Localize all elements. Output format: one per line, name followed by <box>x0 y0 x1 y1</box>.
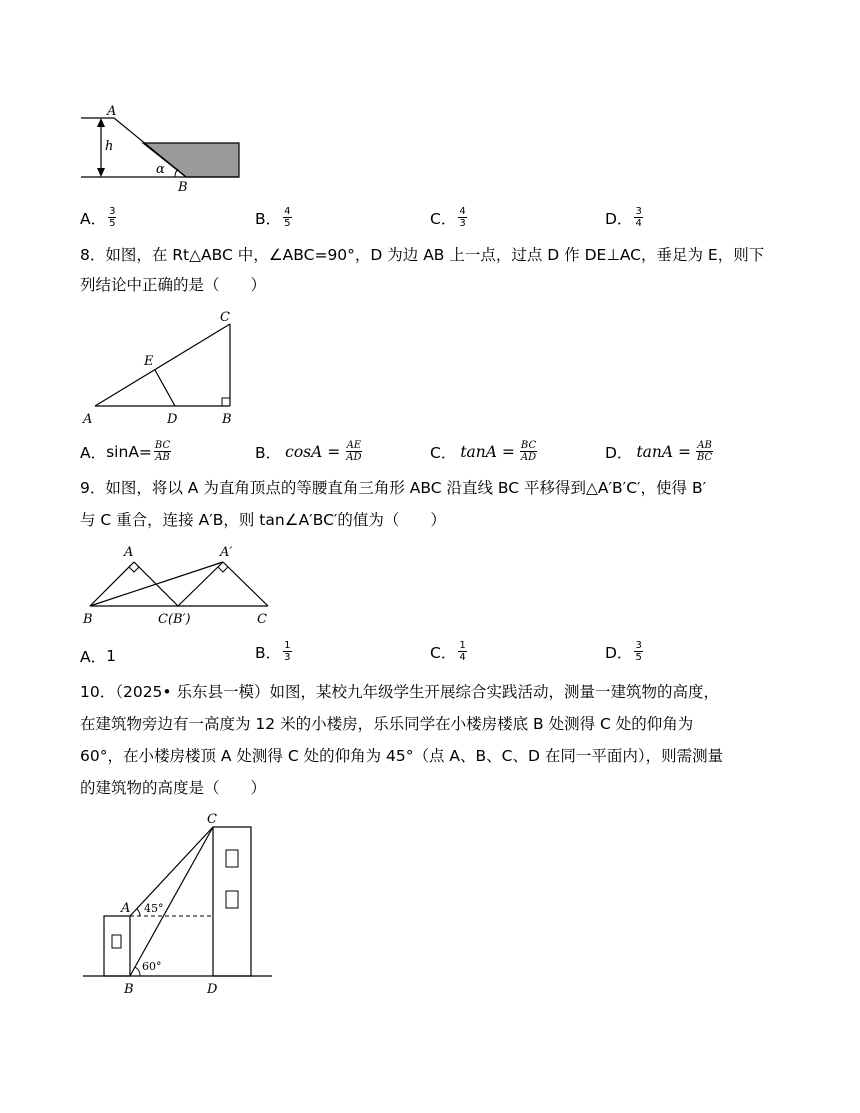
q9-option-c-letter: C． <box>430 643 457 662</box>
q8-label-b: B <box>222 412 232 427</box>
q10-label-60: 60° <box>142 960 162 973</box>
q8-option-a-letter: A． <box>80 443 107 462</box>
q9-option-b-num: 1 <box>284 640 291 651</box>
q7-arrow-up <box>97 118 105 127</box>
q7-option-d[interactable] <box>605 206 643 229</box>
q9-option-d-den: 5 <box>635 652 642 663</box>
q9-option-c-num: 1 <box>459 640 466 651</box>
q9-option-a-value: 1 <box>106 647 116 665</box>
q7-option-a[interactable] <box>80 206 116 229</box>
q7-option-b-num: 4 <box>284 206 291 217</box>
q8-option-c[interactable] <box>430 440 537 463</box>
q8-option-c-lhs: tanA = <box>460 442 515 461</box>
q9-text-line2: 与 C 重合，连接 A′B，则 tan∠A′BC′的值为（ ） <box>80 511 446 529</box>
q10-text-line4: 的建筑物的高度是（ ） <box>80 779 267 797</box>
q9-option-b-letter: B． <box>255 643 282 662</box>
q10-sight-line-bc <box>130 827 213 976</box>
q9-figure <box>78 540 278 630</box>
q7-option-d-num: 3 <box>635 206 642 217</box>
q8-label-a: A <box>83 412 93 427</box>
q7-arrow-down <box>97 168 105 177</box>
q8-option-a-num: BC <box>154 440 171 451</box>
q10-label-45: 45° <box>144 902 164 915</box>
q9-right-angle-mark-a <box>129 567 139 572</box>
q8-option-b-letter: B． <box>255 443 282 462</box>
q7-figure <box>78 102 248 194</box>
q7-option-a-letter: A． <box>80 209 107 228</box>
q7-option-b[interactable] <box>255 206 292 229</box>
q9-label-a: A <box>124 545 134 560</box>
q8-option-a-lhs: sinA= <box>106 442 152 461</box>
q9-option-b-den: 3 <box>284 652 291 663</box>
q10-label-a: A <box>121 901 131 916</box>
q7-label-a: A <box>107 104 117 119</box>
q10-text-line1: 10．（2025• 乐东县一模）如图，某校九年级学生开展综合实践活动，测量一建筑物的高度， <box>80 683 719 701</box>
q7-option-d-letter: D． <box>605 209 633 228</box>
q9-option-d-num: 3 <box>635 640 642 651</box>
q9-side-ba <box>90 562 134 606</box>
q9-option-a-letter: A． <box>80 648 107 666</box>
q10-text-line2: 在建筑物旁边有一高度为 12 米的小楼房，乐乐同学在小楼房楼底 B 处测得 C 处的仰角为 <box>80 715 694 733</box>
q8-label-d: D <box>167 412 178 427</box>
q8-option-d[interactable] <box>605 440 713 463</box>
q8-figure <box>78 308 248 428</box>
q9-label-b: B <box>83 612 93 627</box>
q10-tall-window-1 <box>226 850 238 867</box>
q8-option-b-den: AD <box>346 452 362 463</box>
q9-option-b[interactable] <box>255 640 292 663</box>
q9-option-d[interactable] <box>605 640 643 663</box>
q8-option-c-num: BC <box>520 440 537 451</box>
q8-text-line2: 列结论中正确的是（ ） <box>80 276 267 294</box>
q7-label-b: B <box>178 180 188 194</box>
q10-label-c: C <box>207 812 217 827</box>
q9-option-d-letter: D． <box>605 643 633 662</box>
q7-option-b-letter: B． <box>255 209 282 228</box>
q7-label-alpha: α <box>156 162 165 177</box>
q10-tall-window-2 <box>226 891 238 908</box>
q8-option-c-den: AD <box>520 452 537 463</box>
q9-option-c[interactable] <box>430 640 467 663</box>
q9-text-line1: 9．如图，将以 A 为直角顶点的等腰直角三角形 ABC 沿直线 BC 平移得到△A′B′C′，使得 B′ <box>80 479 707 497</box>
q10-small-building <box>104 916 130 976</box>
q8-segment-de <box>155 370 175 406</box>
q7-option-c-letter: C． <box>430 209 457 228</box>
q9-right-angle-mark-a2 <box>218 567 228 572</box>
q10-figure <box>78 808 278 1000</box>
q8-option-d-lhs: tanA = <box>636 442 691 461</box>
q9-segment-a2b <box>90 562 223 606</box>
q9-side-a2c2 <box>223 562 268 606</box>
q10-label-b: B <box>124 982 134 997</box>
q10-tall-building <box>213 827 251 976</box>
q8-side-ac <box>95 324 230 406</box>
q8-option-b-lhs: cosA = <box>285 442 341 461</box>
q9-option-c-den: 4 <box>459 652 466 663</box>
q8-option-d-num: AB <box>697 440 712 451</box>
q7-alpha-arc <box>175 169 178 177</box>
q7-option-a-den: 5 <box>109 218 116 229</box>
q8-option-d-den: BC <box>697 452 713 463</box>
q10-arc-60 <box>135 967 140 976</box>
q10-small-window <box>112 935 121 948</box>
q8-label-c: C <box>220 310 230 325</box>
q7-option-c[interactable] <box>430 206 467 229</box>
q8-option-b[interactable] <box>255 440 362 463</box>
q9-label-c: C <box>257 612 267 627</box>
q10-arc-45 <box>137 909 140 916</box>
q9-option-a[interactable] <box>80 645 116 667</box>
q7-option-c-den: 3 <box>459 218 466 229</box>
q9-label-cb: C(B′) <box>158 612 191 627</box>
q8-option-d-letter: D． <box>605 443 633 462</box>
q10-text-line3: 60°，在小楼房楼顶 A 处测得 C 处的仰角为 45°（点 A、B、C、D 在同一平面内），则需测量 <box>80 747 724 765</box>
q8-right-angle-mark <box>222 398 230 406</box>
q8-option-a-den: AB <box>155 452 170 463</box>
q8-text-line1: 8．如图，在 Rt△ABC 中，∠ABC=90°，D 为边 AB 上一点，过点 D 作 DE⊥AC，垂足为 E，则下 <box>80 246 765 264</box>
q7-option-a-num: 3 <box>109 206 116 217</box>
q7-option-c-num: 4 <box>459 206 466 217</box>
q8-label-e: E <box>144 354 154 369</box>
q9-label-a2: A′ <box>220 545 233 560</box>
q8-option-b-num: AE <box>346 440 362 451</box>
q7-option-b-den: 5 <box>284 218 291 229</box>
q8-option-c-letter: C． <box>430 443 457 462</box>
q9-side-b2a2 <box>178 562 223 606</box>
q7-label-h: h <box>105 139 114 154</box>
q10-label-d: D <box>207 982 218 997</box>
q7-option-d-den: 4 <box>635 218 642 229</box>
q8-option-a[interactable] <box>80 440 171 463</box>
